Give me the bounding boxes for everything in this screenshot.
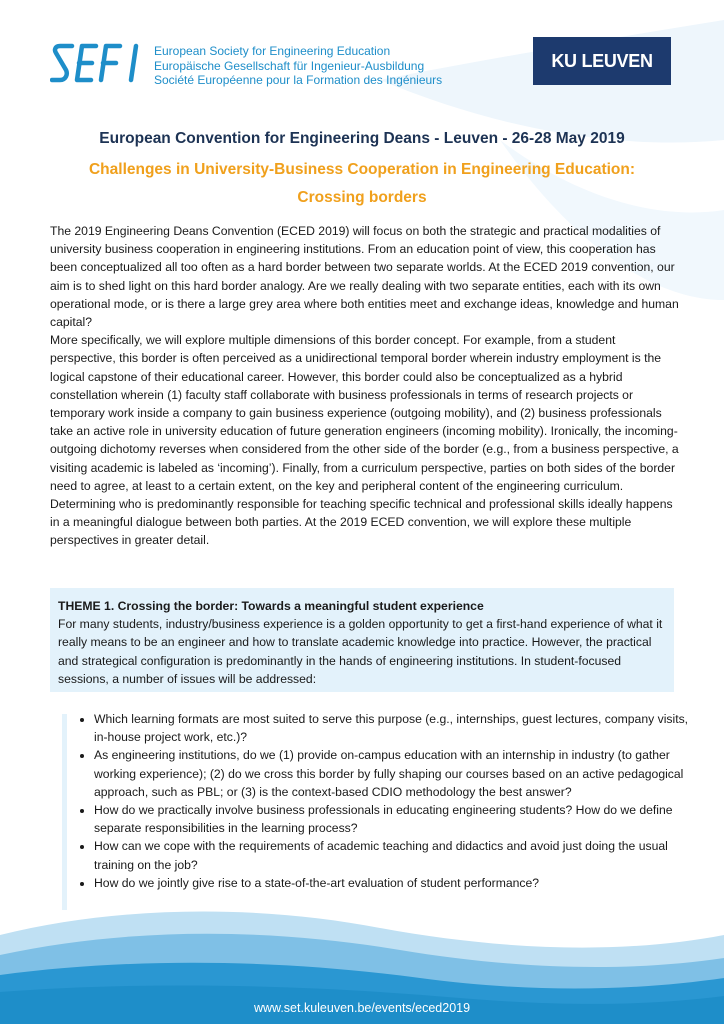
bullet-accent-bar	[62, 714, 67, 910]
list-item: • How do we practically involve business professionals in educating engineering students? How do we define separate responsibilities in the learning process?	[94, 801, 698, 837]
ku-leuven-logo	[533, 37, 671, 85]
theme-title: THEME 1. Crossing the border: Towards a meaningful student experience	[58, 599, 484, 613]
main-title: Challenges in University-Business Cooperation in Engineering Education: Crossing borders	[88, 161, 636, 206]
sefi-logo	[50, 40, 148, 86]
sefi-name-french: Société Européenne pour la Formation des Ingénieurs	[154, 73, 443, 87]
list-item: • Which learning formats are most suited to serve this purpose (e.g., internships, guest lectures, company visits, in-house project work, etc.)?	[94, 710, 698, 746]
issue-list	[78, 710, 698, 892]
sefi-name-english: European Society for Engineering Education	[154, 44, 391, 58]
intro-text	[50, 222, 680, 550]
theme-text: For many students, industry/business experience is a golden opportunity to get a first-hand experience of what it really means to be an engineer and how to translate academic knowledge into practice. However, the practical and strategical configuration is predominantly in the hands of engineering institutions. In student-focused sessions, a number of issues will be addressed:	[58, 617, 663, 686]
sefi-name-german: Europäische Gesellschaft für Ingenieur-Ausbildung	[154, 58, 425, 73]
intro-paragraph: The 2019 Engineering Deans Convention (ECED 2019) will focus on both the strategic and practical modalities of university business cooperation in engineering institutions. From an education point of view, this cooperation has been conceptualized all too often as a hard border between two separate worlds. At the ECED 2019 convention, our aim is to shed light on this hard border analogy. Are we really dealing with two separate entities, each with its own operational mode, or is there a large grey area where both entities meet and exchange ideas, knowledge and human capital?	[50, 224, 679, 330]
theme-box	[50, 588, 674, 692]
sefi-society-names	[154, 44, 442, 88]
list-item: • How do we jointly give rise to a state-of-the-art evaluation of student performance?	[94, 874, 698, 892]
convention-title: European Convention for Engineering Deans - Leuven - 26-28 May 2019	[99, 130, 625, 147]
list-item: • As engineering institutions, do we (1) provide on-campus education with an internship in industry (to gather working experience); (2) do we cross this border by fully shaping our courses based on an active pedagogical approach, such as PBL; or (3) is the context-based CDIO methodology the best answer?	[94, 746, 698, 801]
list-item: • How can we cope with the requirements of academic teaching and didactics and avoid just doing the usual training on the job?	[94, 837, 698, 873]
footer-url[interactable]: www.set.kuleuven.be/events/eced2019	[253, 1001, 471, 1015]
ku-leuven-logo-text: KU LEUVEN	[551, 50, 653, 71]
intro-paragraph: More specifically, we will explore multiple dimensions of this border concept. For example, from a student perspective, this border is often perceived as a unidirectional temporal border wherein industry employment is the logical capstone of their educational career. However, this border could also be conceptualized as a hybrid constellation wherein (1) faculty staff collaborate with business professionals in terms of research projects or temporary work inside a company to gain business experience (outgoing mobility), and (2) business professionals take an active role in university education of future generation engineers (incoming mobility). Ironically, the incoming-outgoing dichotomy reverses when considered from the other side of the border (e.g., from a business perspective, a visiting academic is labeled as ‘incoming’). Finally, from a curriculum perspective, parties on both sides of the border need to agree, at least to a certain extent, on the key and peripheral content of the engineering curriculum. Determining who is predominantly responsible for teaching specific technical and professional skills ideally happens in a meaningful dialogue between both parties. At the 2019 ECED convention, we will explore these multiple perspectives in greater detail.	[50, 333, 679, 548]
